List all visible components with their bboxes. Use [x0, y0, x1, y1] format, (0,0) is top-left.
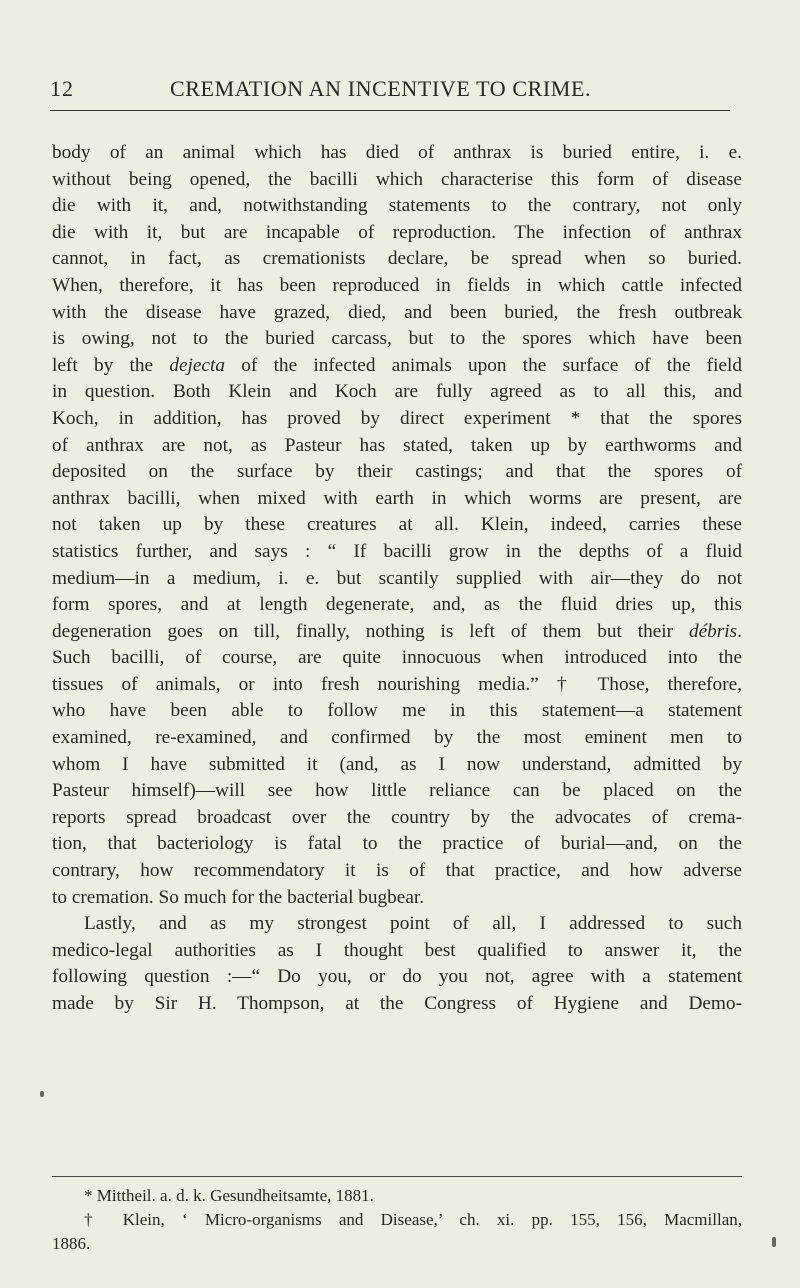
body-line: Lastly, and as my strongest point of all, I addressed to such	[84, 913, 742, 935]
body-line: with the disease have grazed, died, and been buried, the fresh outbreak	[52, 301, 742, 323]
body-line: Such bacilli, of course, are quite innocuous when introduced into the	[52, 647, 742, 669]
body-line: who have been able to follow me in this statement—a statement	[52, 700, 742, 722]
footnote-continuation: 1886.	[52, 1234, 91, 1253]
body-line: die with it, but are incapable of reproduction. The infection of anthrax	[52, 221, 742, 243]
footnote: * Mittheil. a. d. k. Gesundheitsamte, 1881.	[84, 1186, 374, 1205]
body-line: medium—in a medium, i. e. but scantily supplied with air—they do not	[52, 567, 742, 589]
body-line: deposited on the surface by their castings; and that the spores of	[52, 461, 742, 483]
body-line: contrary, how recommendatory it is of that practice, and how adverse	[52, 860, 742, 882]
body-line: die with it, and, notwithstanding statements to the contrary, not only	[52, 195, 742, 217]
body-line: Pasteur himself)—will see how little reliance can be placed on the	[52, 780, 742, 802]
body-line: form spores, and at length degenerate, and, as the fluid dries up, this	[52, 594, 742, 616]
header-rule	[50, 110, 730, 111]
body-line: without being opened, the bacilli which characterise this form of disease	[52, 168, 742, 190]
print-speck	[772, 1237, 776, 1247]
body-line: is owing, not to the buried carcass, but to the spores which have been	[52, 328, 742, 350]
body-line: statistics further, and says : “ If bacilli grow in the depths of a fluid	[52, 540, 742, 562]
body-line: degeneration goes on till, finally, nothing is left of them but their débris.	[52, 620, 742, 642]
body-line: tissues of animals, or into fresh nourishing media.” † Those, therefore,	[52, 673, 742, 695]
page-number: 12	[50, 76, 74, 101]
body-line: Koch, in addition, has proved by direct experiment * that the spores	[52, 407, 742, 429]
footnote: † Klein, ‘ Micro-organisms and Disease,’ ch. xi. pp. 155, 156, Macmillan,	[84, 1210, 742, 1229]
body-line: reports spread broadcast over the country by the advocates of crema-	[52, 806, 742, 828]
body-line: not taken up by these creatures at all. Klein, indeed, carries these	[52, 514, 742, 536]
body-line: following question :—“ Do you, or do you not, agree with a statement	[52, 966, 742, 988]
body-line: anthrax bacilli, when mixed with earth in which worms are present, are	[52, 487, 742, 509]
print-speck	[40, 1091, 44, 1097]
body-line: cannot, in fact, as cremationists declare, be spread when so buried.	[52, 248, 742, 270]
body-line: to cremation. So much for the bacterial bugbear.	[52, 886, 425, 908]
body-line: whom I have submitted it (and, as I now understand, admitted by	[52, 753, 742, 775]
body-line: tion, that bacteriology is fatal to the practice of burial—and, on the	[52, 833, 742, 855]
body-text	[52, 140, 742, 1018]
body-line: When, therefore, it has been reproduced in fields in which cattle infected	[52, 274, 742, 296]
body-line: medico-legal authorities as I thought best qualified to answer it, the	[52, 939, 742, 961]
body-line: left by the dejecta of the infected animals upon the surface of the field	[52, 354, 742, 376]
running-title: CREMATION AN INCENTIVE TO CRIME.	[170, 76, 592, 101]
body-line: in question. Both Klein and Koch are fully agreed as to all this, and	[52, 381, 742, 403]
body-line: made by Sir H. Thompson, at the Congress of Hygiene and Demo-	[52, 993, 742, 1014]
body-line: of anthrax are not, as Pasteur has stated, taken up by earthworms and	[52, 434, 742, 456]
body-line: body of an animal which has died of anthrax is buried entire, i. e.	[52, 142, 742, 163]
body-line: examined, re-examined, and confirmed by the most eminent men to	[52, 727, 742, 749]
page-header	[50, 76, 750, 106]
footnotes	[52, 1184, 742, 1256]
footnote-rule	[52, 1176, 742, 1177]
